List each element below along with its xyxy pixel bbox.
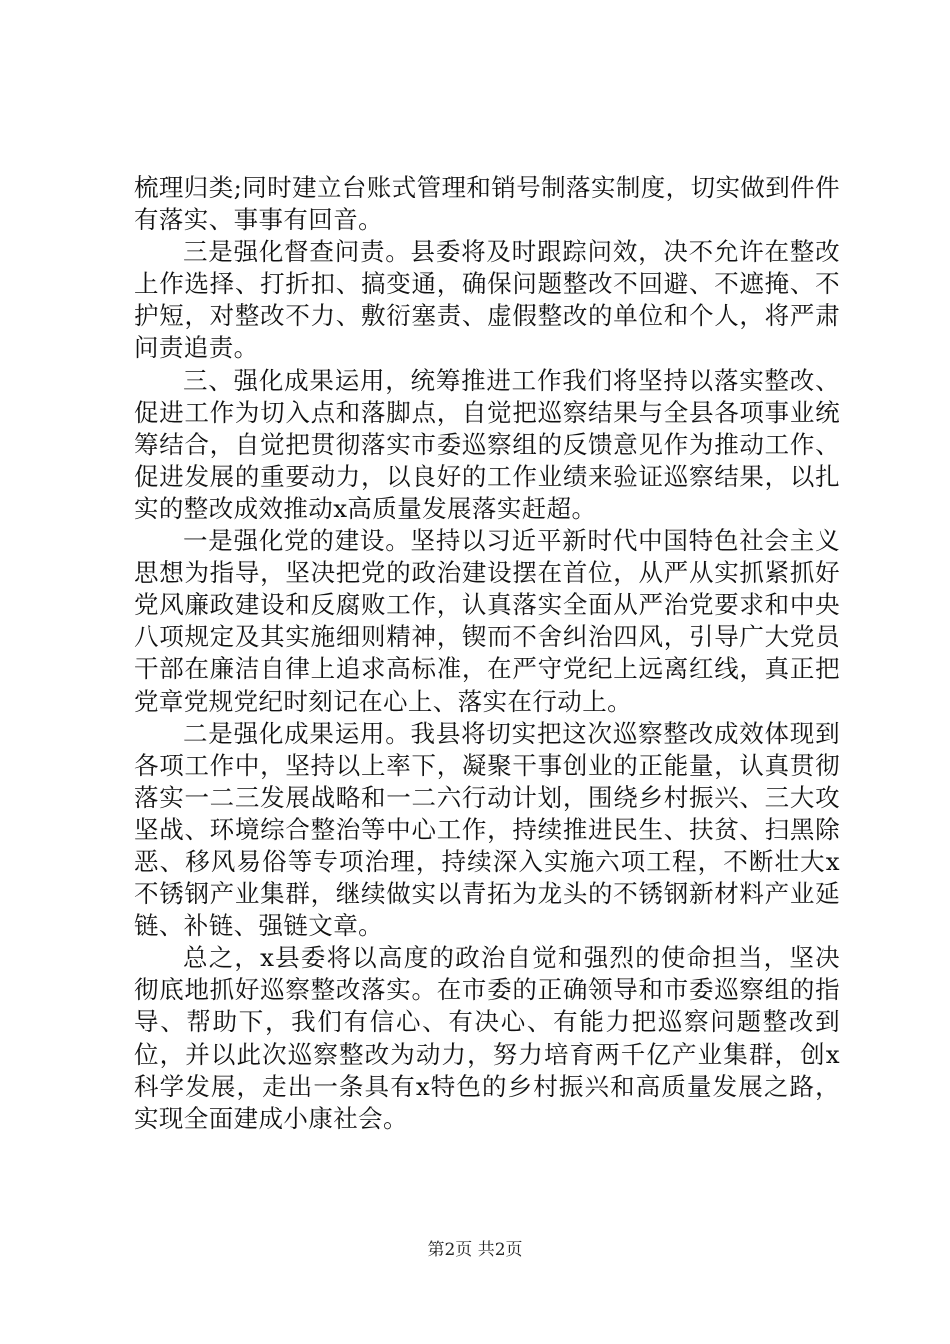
document-body xyxy=(134,172,840,1135)
paragraph-results-application: 二是强化成果运用。我县将切实把这次巡察整改成效体现到各项工作中，坚持以上率下，凝聚干事创业的正能量，认真贯彻落实一二三发展战略和一二六行动计划，围绕乡村振兴、三大攻坚战、环境综合整治等中心工作，持续推进民生、扶贫、扫黑除恶、移风易俗等专项治理，持续深入实施六项工程，不断壮大x不锈钢产业集群，继续做实以青拓为龙头的不锈钢新材料产业延链、补链、强链文章。 xyxy=(134,718,840,941)
page-number-label: 第2页 xyxy=(427,1240,473,1260)
page-footer xyxy=(0,1239,950,1261)
paragraph-continuation: 梳理归类;同时建立台账式管理和销号制落实制度，切实做到件件有落实、事事有回音。 xyxy=(134,173,840,235)
page-total-label: 共2页 xyxy=(477,1240,523,1260)
paragraph-conclusion: 总之，x县委将以高度的政治自觉和强烈的使命担当，坚决彻底地抓好巡察整改落实。在市委的正确领导和市委巡察组的指导、帮助下，我们有信心、有决心、有能力把巡察问题整改到位，并以此次巡察整改为动力，努力培育两千亿产业集群，创x科学发展，走出一条具有x特色的乡村振兴和高质量发展之路，实现全面建成小康社会。 xyxy=(134,943,840,1133)
paragraph-party-building: 一是强化党的建设。坚持以习近平新时代中国特色社会主义思想为指导，坚决把党的政治建设摆在首位，从严从实抓紧抓好党风廉政建设和反腐败工作，认真落实全面从严治党要求和中央八项规定及其实施细则精神，锲而不舍纠治四风，引导广大党员干部在廉洁自律上追求高标准，在严守党纪上远离红线，真正把党章党规党纪时刻记在心上、落实在行动上。 xyxy=(134,526,840,716)
paragraph-supervision-accountability: 三是强化督查问责。县委将及时跟踪问效，决不允许在整改上作选择、打折扣、搞变通，确保问题整改不回避、不遮掩、不护短，对整改不力、敷衍塞责、虚假整改的单位和个人，将严肃问责追责。 xyxy=(134,237,840,363)
paragraph-results-application-heading: 三、强化成果运用，统筹推进工作我们将坚持以落实整改、促进工作为切入点和落脚点，自觉把巡察结果与全县各项事业统筹结合，自觉把贯彻落实市委巡察组的反馈意见作为推动工作、促进发展的重要动力，以良好的工作业绩来验证巡察结果，以扎实的整改成效推动x高质量发展落实赶超。 xyxy=(134,365,840,523)
